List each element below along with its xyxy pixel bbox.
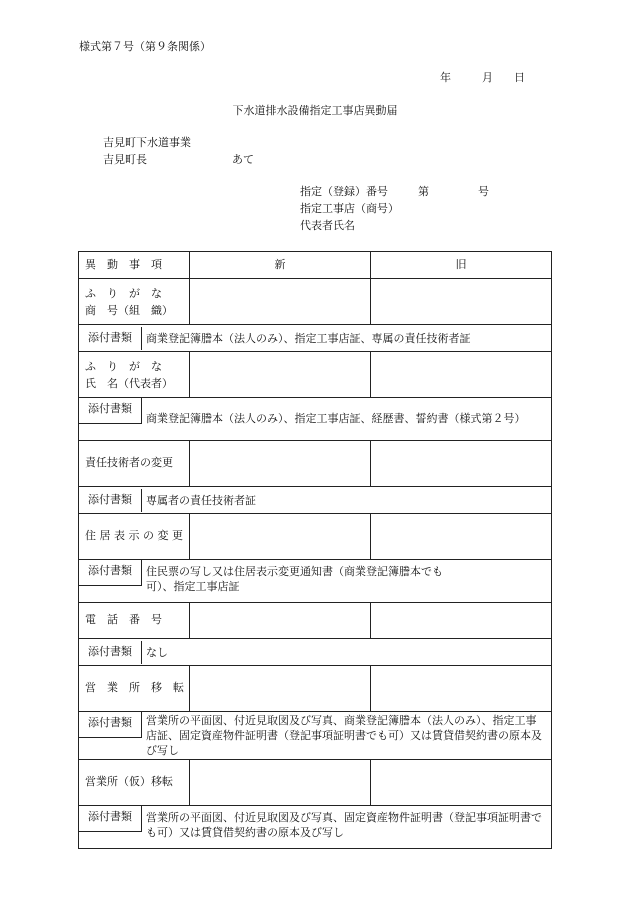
row-label-line1: ふ り が な <box>85 286 162 300</box>
addressee-line2: 吉見町長 <box>103 153 147 166</box>
form-number: 様式第７号（第９条関係） <box>79 40 211 53</box>
old-value-cell[interactable] <box>371 352 552 398</box>
table-row <box>79 441 552 487</box>
row-label: 営業所（仮）移転 <box>79 760 190 806</box>
attachment-row <box>79 639 552 666</box>
new-value-cell[interactable] <box>190 760 371 806</box>
row-label-line1: ふ り が な <box>85 359 162 373</box>
attachment-label: 添付書類 <box>79 327 142 350</box>
table-row <box>79 603 552 639</box>
attachment-text: 商業登記簿謄本（法人のみ）、指定工事店証、専属の責任技術者証 <box>146 331 471 345</box>
table-row <box>79 352 552 398</box>
attachment-text: 商業登記簿謄本（法人のみ）、指定工事店証、経歴書、誓約書（様式第２号） <box>146 412 526 425</box>
old-value-cell[interactable] <box>371 441 552 487</box>
row-label: 責任技術者の変更 <box>79 441 190 487</box>
new-value-cell[interactable] <box>190 603 371 639</box>
old-value-cell[interactable] <box>371 514 552 560</box>
shop-name-label: 指定工事店（商号） <box>300 202 399 215</box>
attachment-row <box>79 560 552 603</box>
new-value-cell[interactable] <box>190 514 371 560</box>
date-year: 年 <box>440 71 451 84</box>
row-label <box>79 279 190 325</box>
attachment-label: 添付書類 <box>79 806 142 832</box>
row-label-line2: 氏 名（代表者） <box>85 376 173 390</box>
new-value-cell[interactable] <box>190 352 371 398</box>
attachment-label: 添付書類 <box>79 489 142 512</box>
old-value-cell[interactable] <box>371 760 552 806</box>
old-value-cell[interactable] <box>371 666 552 712</box>
attachment-cell <box>79 398 552 441</box>
attachment-label: 添付書類 <box>79 398 142 424</box>
attachment-row <box>79 487 552 514</box>
attachment-label: 添付書類 <box>79 712 142 738</box>
row-label: 電 話 番 号 <box>79 603 190 639</box>
document-title: 下水道排水設備指定工事店異動届 <box>232 104 398 117</box>
new-value-cell[interactable] <box>190 666 371 712</box>
new-value-cell[interactable] <box>190 441 371 487</box>
table-row <box>79 666 552 712</box>
attachment-cell <box>79 487 552 514</box>
attachment-cell <box>79 325 552 352</box>
registration-number-label: 指定（登録）番号 <box>300 185 388 198</box>
attachment-text: 営業所の平面図、付近見取図及び写真、商業登記簿謄本（法人のみ）、指定工事店証、固定資産物件証明書（登記事項証明書でも可）又は賃貸借契約書の原本及び写し <box>146 714 542 757</box>
attachment-row <box>79 806 552 849</box>
registration-go: 号 <box>478 185 489 198</box>
attachment-cell <box>79 806 552 849</box>
date-month: 月 <box>482 71 493 84</box>
attachment-cell <box>79 639 552 666</box>
attachment-row <box>79 325 552 352</box>
attachment-text: 営業所の平面図、付近見取図及び写真、固定資産物件証明書（登記事項証明書でも可）又は賃貸借契約書の原本及び写し <box>146 811 542 839</box>
attachment-row <box>79 398 552 441</box>
representative-label: 代表者氏名 <box>300 219 355 232</box>
date-line <box>440 71 525 86</box>
attachment-text: 専属者の責任技術者証 <box>146 493 256 507</box>
old-value-cell[interactable] <box>371 603 552 639</box>
row-label: 住 居 表 示 の 変 更 <box>79 514 190 560</box>
change-table <box>78 251 552 849</box>
header-item: 異 動 事 項 <box>79 252 190 279</box>
row-label: 営 業 所 移 転 <box>79 666 190 712</box>
header-old: 旧 <box>371 252 552 279</box>
old-value-cell[interactable] <box>371 279 552 325</box>
date-day: 日 <box>514 71 525 84</box>
table-row <box>79 279 552 325</box>
attachment-label: 添付書類 <box>79 641 142 664</box>
row-label <box>79 352 190 398</box>
attachment-row <box>79 712 552 760</box>
new-value-cell[interactable] <box>190 279 371 325</box>
attachment-text: なし <box>146 645 168 659</box>
attachment-cell <box>79 560 552 603</box>
row-label-line2: 商 号（組 織） <box>85 303 173 317</box>
table-row <box>79 514 552 560</box>
table-row <box>79 760 552 806</box>
addressee-line1: 吉見町下水道事業 <box>103 136 191 149</box>
header-new: 新 <box>190 252 371 279</box>
attachment-label: 添付書類 <box>79 560 142 586</box>
attachment-cell <box>79 712 552 760</box>
attachment-text: 住民票の写し又は住居表示変更通知書（商業登記簿謄本でも可）、指定工事店証 <box>146 565 443 593</box>
registration-dai: 第 <box>418 185 429 198</box>
addressee-suffix: あて <box>232 153 254 166</box>
table-header-row <box>79 252 552 279</box>
